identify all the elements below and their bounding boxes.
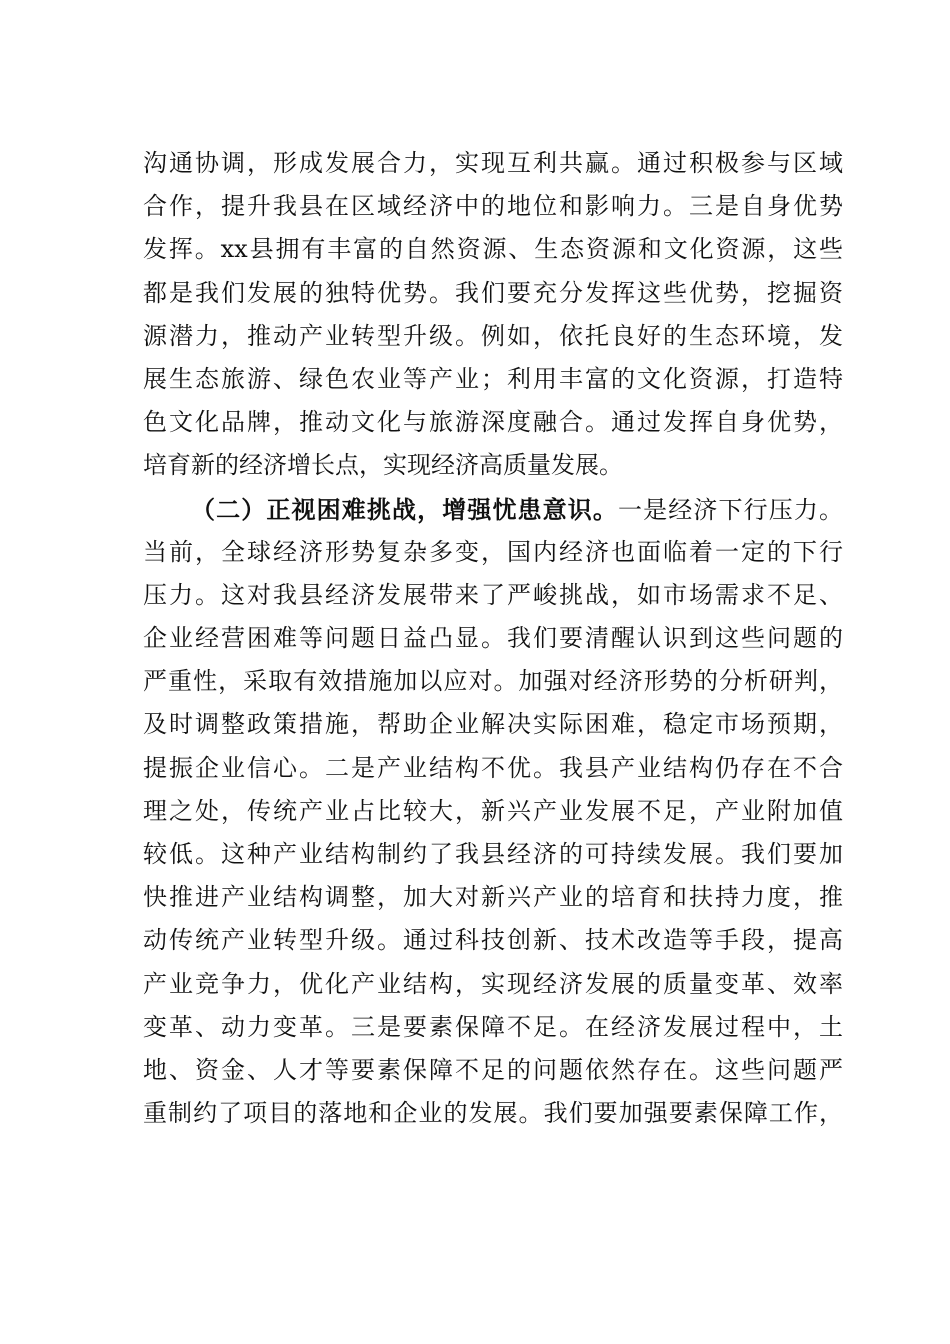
text-line: 动传统产业转型升级。通过科技创新、技术改造等手段，提高 xyxy=(143,926,843,955)
section-heading: （二）正视困难挑战，增强忧患意识。 xyxy=(191,494,619,524)
text-line: 地、资金、人才等要素保障不足的问题依然存在。这些问题严 xyxy=(143,1055,843,1084)
text-line: 压力。这对我县经济发展带来了严峻挑战，如市场需求不足、 xyxy=(143,580,843,609)
text-line: 发挥。xx县拥有丰富的自然资源、生态资源和文化资源，这些 xyxy=(143,235,843,264)
text-line: 变革、动力变革。三是要素保障不足。在经济发展过程中，土 xyxy=(143,1012,843,1041)
text-line: 理之处，传统产业占比较大，新兴产业发展不足，产业附加值 xyxy=(143,796,843,825)
text-line-tail: 一是经济下行压力。 xyxy=(618,495,843,524)
text-line: 合作，提升我县在区域经济中的地位和影响力。三是自身优势 xyxy=(143,192,843,221)
text-line: 及时调整政策措施，帮助企业解决实际困难，稳定市场预期， xyxy=(143,710,843,739)
text-line: 沟通协调，形成发展合力，实现互利共赢。通过积极参与区域 xyxy=(143,149,843,177)
text-line: 较低。这种产业结构制约了我县经济的可持续发展。我们要加 xyxy=(143,840,843,868)
section-heading-line xyxy=(143,488,843,531)
text-line: 严重性，采取有效措施加以应对。加强对经济形势的分析研判， xyxy=(143,667,843,696)
text-line: 色文化品牌，推动文化与旅游深度融合。通过发挥自身优势， xyxy=(143,408,843,437)
text-line: 源潜力，推动产业转型升级。例如，依托良好的生态环境，发 xyxy=(143,321,843,350)
text-line: 产业竞争力，优化产业结构，实现经济发展的质量变革、效率 xyxy=(143,969,843,998)
text-line: 重制约了项目的落地和企业的发展。我们要加强要素保障工作， xyxy=(143,1099,843,1128)
text-line: 培育新的经济增长点，实现经济高质量发展。 xyxy=(143,451,623,480)
text-line: 展生态旅游、绿色农业等产业；利用丰富的文化资源，打造特 xyxy=(143,364,843,393)
text-line: 当前，全球经济形势复杂多变，国内经济也面临着一定的下行 xyxy=(143,537,843,566)
text-line: 提振企业信心。二是产业结构不优。我县产业结构仍存在不合 xyxy=(143,753,843,782)
text-line: 快推进产业结构调整，加大对新兴产业的培育和扶持力度，推 xyxy=(143,883,843,912)
text-line: 都是我们发展的独特优势。我们要充分发挥这些优势，挖掘资 xyxy=(143,278,843,307)
body-text xyxy=(143,142,843,1135)
text-line: 企业经营困难等问题日益凸显。我们要清醒认识到这些问题的 xyxy=(143,624,843,653)
